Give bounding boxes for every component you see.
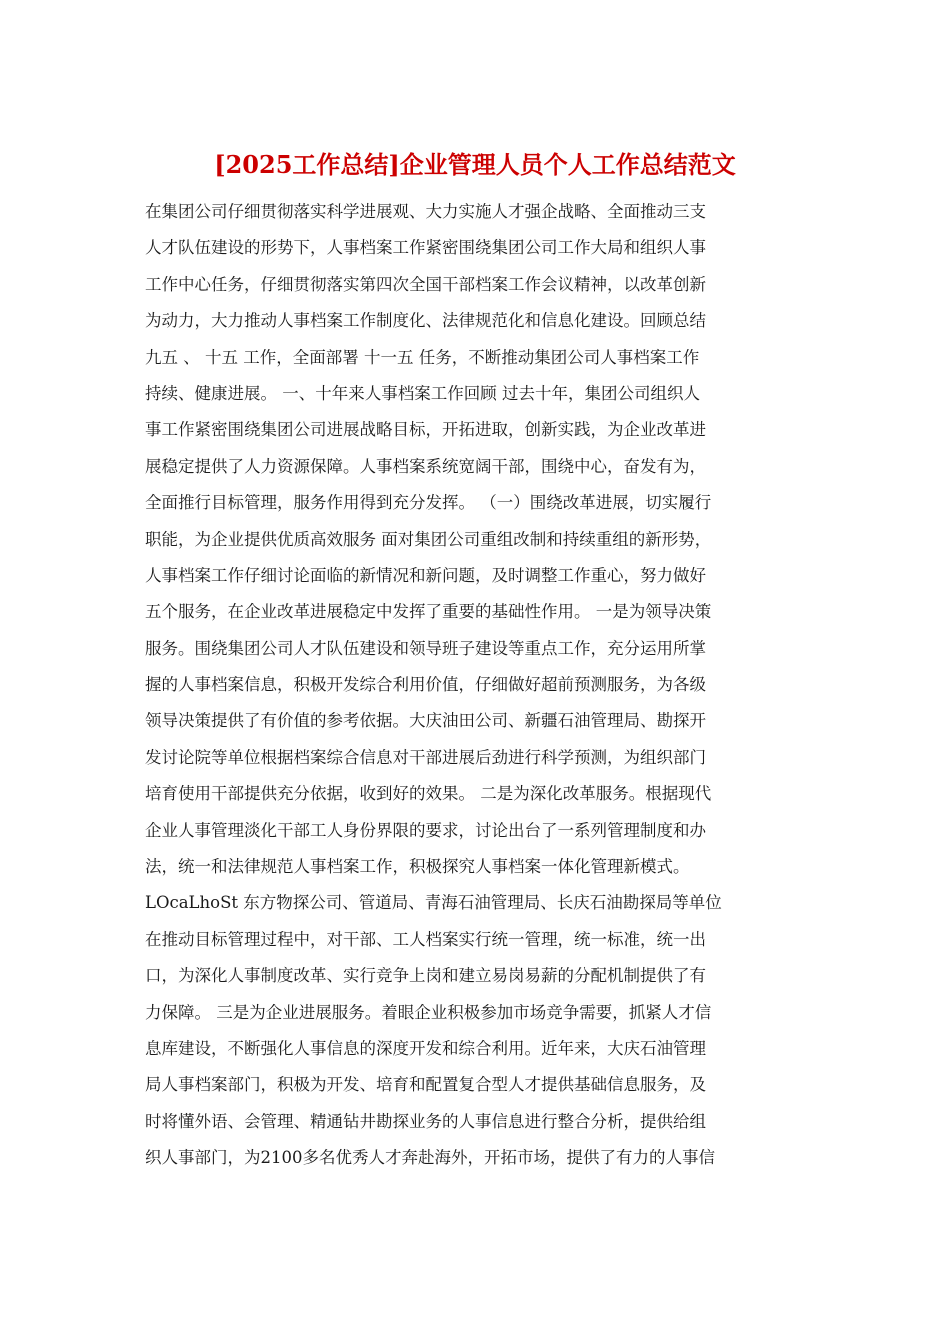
body-line: 息库建设，不断强化人事信息的深度开发和综合利用。近年来，大庆石油管理: [145, 1038, 706, 1058]
body-line: 织人事部门，为2100多名优秀人才奔赴海外，开拓市场，提供了有力的人事信: [145, 1148, 715, 1168]
body-line: 工作中心任务，仔细贯彻落实第四次全国干部档案工作会议精神，以改革创新: [145, 274, 706, 294]
body-line: 企业人事管理淡化干部工人身份界限的要求，讨论出台了一系列管理制度和办: [145, 820, 706, 840]
body-line: 口，为深化人事制度改革、实行竞争上岗和建立易岗易薪的分配机制提供了有: [145, 966, 706, 986]
body-line: 服务。围绕集团公司人才队伍建设和领导班子建设等重点工作，充分运用所掌: [145, 638, 706, 658]
body-line: LOcaLhoSt 东方物探公司、管道局、青海石油管理局、长庆石油勘探局等单位: [145, 893, 722, 913]
body-line: 发讨论院等单位根据档案综合信息对干部进展后劲进行科学预测，为组织部门: [145, 747, 706, 767]
document-body: [145, 194, 815, 1177]
body-line: 在集团公司仔细贯彻落实科学进展观、大力实施人才强企战略、全面推动三支: [145, 202, 706, 221]
body-line: 领导决策提供了有价值的参考依据。大庆油田公司、新疆石油管理局、勘探开: [145, 711, 706, 731]
body-line: 事工作紧密围绕集团公司进展战略目标，开拓进取，创新实践，为企业改革进: [145, 420, 706, 440]
body-line: 九五 、 十五 工作，全面部署 十一五 任务，不断推动集团公司人事档案工作: [145, 347, 700, 367]
body-line: 时将懂外语、会管理、精通钻井勘探业务的人事信息进行整合分析，提供给组: [145, 1111, 706, 1131]
body-line: 法，统一和法律规范人事档案工作，积极探究人事档案一体化管理新模式。: [145, 857, 690, 877]
body-line: 为动力，大力推动人事档案工作制度化、法律规范化和信息化建设。回顾总结: [145, 311, 706, 331]
body-line: 在推动目标管理过程中，对干部、工人档案实行统一管理，统一标准，统一出: [145, 929, 706, 949]
body-line: 人事档案工作仔细讨论面临的新情况和新问题，及时调整工作重心，努力做好: [145, 565, 706, 585]
body-line: 力保障。 三是为企业进展服务。着眼企业积极参加市场竞争需要，抓紧人才信: [145, 1002, 712, 1022]
body-line: 人才队伍建设的形势下，人事档案工作紧密围绕集团公司工作大局和组织人事: [145, 238, 706, 258]
body-line: 职能，为企业提供优质高效服务 面对集团公司重组改制和持续重组的新形势，: [145, 529, 712, 549]
body-line: 局人事档案部门，积极为开发、培育和配置复合型人才提供基础信息服务，及: [145, 1075, 706, 1095]
body-line: 握的人事档案信息，积极开发综合利用价值，仔细做好超前预测服务，为各级: [145, 675, 706, 695]
body-line: 五个服务，在企业改革进展稳定中发挥了重要的基础性作用。 一是为领导决策: [145, 602, 712, 622]
document-title: [2025工作总结]企业管理人员个人工作总结范文: [214, 150, 736, 179]
body-line: 培育使用干部提供充分依据，收到好的效果。 二是为深化改革服务。根据现代: [145, 784, 712, 804]
body-line: 全面推行目标管理，服务作用得到充分发挥。 （一）围绕改革进展，切实履行: [145, 493, 712, 513]
body-line: 展稳定提供了人力资源保障。人事档案系统宽阔干部，围绕中心，奋发有为，: [145, 456, 706, 476]
body-line: 持续、健康进展。 一、十年来人事档案工作回顾 过去十年，集团公司组织人: [145, 383, 700, 403]
